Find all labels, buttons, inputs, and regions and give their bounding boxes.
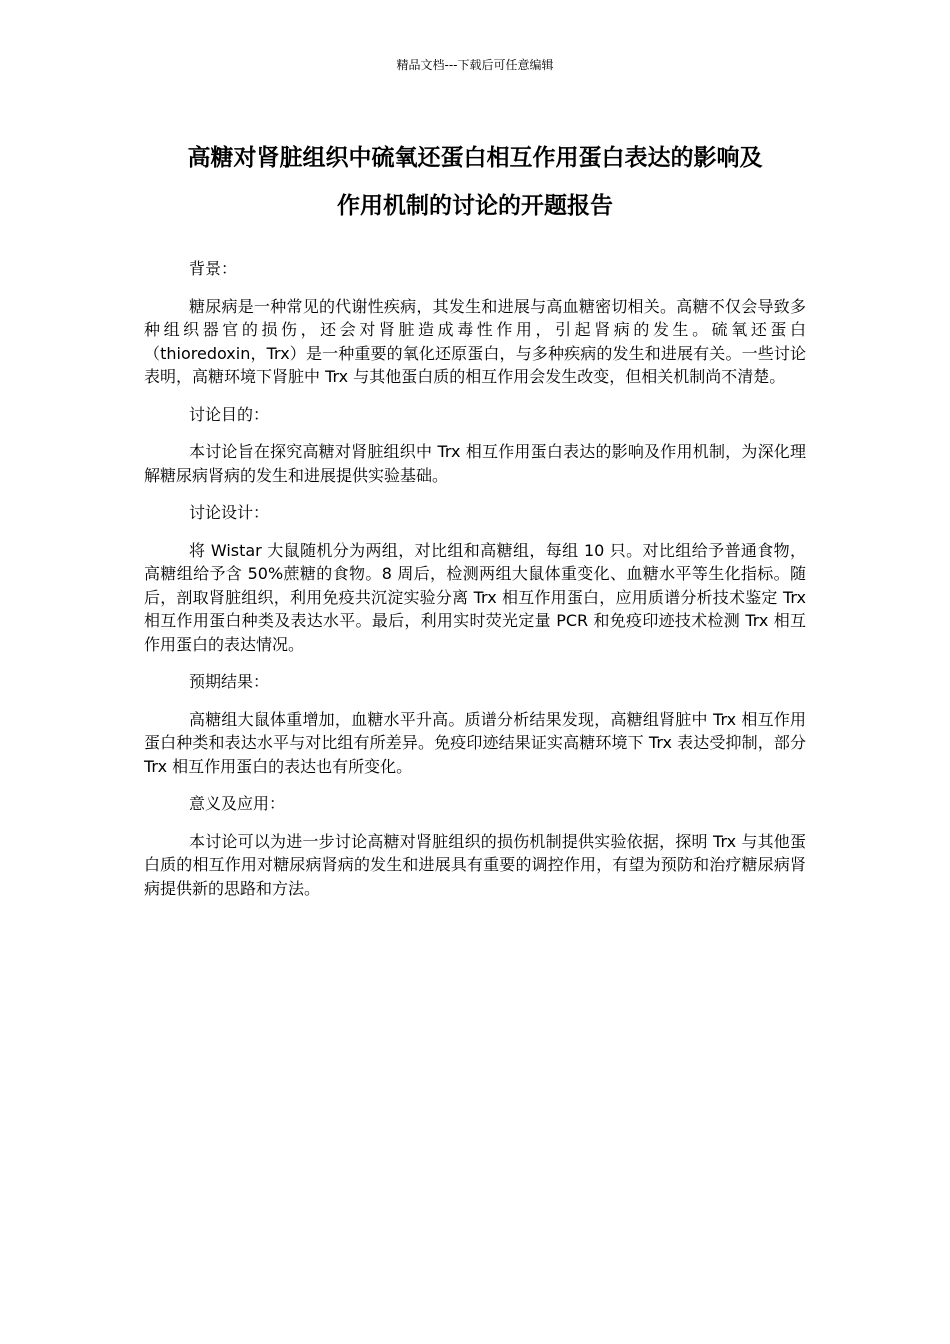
section-text-significance: 本讨论可以为进一步讨论高糖对肾脏组织的损伤机制提供实验依据，探明 Trx 与其他蛋白质的相互作用对糖尿病肾病的发生和进展具有重要的调控作用，有望为预防和治疗糖尿病肾病提供新的思路和方法。	[144, 831, 806, 898]
section-text-purpose: 本讨论旨在探究高糖对肾脏组织中 Trx 相互作用蛋白表达的影响及作用机制，为深化理解糖尿病肾病的发生和进展提供实验基础。	[144, 442, 806, 485]
title-line-2: 作用机制的讨论的开题报告	[337, 193, 613, 219]
document-title	[140, 134, 810, 230]
header-note: 精品文档---下载后可任意编辑	[396, 58, 554, 72]
section-heading-background: 背景：	[189, 259, 238, 278]
section-heading-expected-results: 预期结果：	[189, 672, 270, 691]
title-line-1: 高糖对肾脏组织中硫氧还蛋白相互作用蛋白表达的影响及	[187, 145, 763, 171]
section-heading-design: 讨论设计：	[189, 503, 270, 522]
section-heading-significance: 意义及应用：	[189, 794, 286, 813]
section-text-design: 将 Wistar 大鼠随机分为两组，对比组和高糖组，每组 10 只。对比组给予普通食物，高糖组给予含 50%蔗糖的食物。8 周后，检测两组大鼠体重变化、血糖水平等生化指标。随后，剖取肾脏组织，利用免疫共沉淀实验分离 Trx 相互作用蛋白，应用质谱分析技术鉴定 Trx 相互作用蛋白种类及表达水平。最后，利用实时荧光定量 PCR 和免疫印迹技术检测 Trx 相互作用蛋白的表达情况。	[144, 540, 806, 654]
section-text-background: 糖尿病是一种常见的代谢性疾病，其发生和进展与高血糖密切相关。高糖不仅会导致多种组织器官的损伤，还会对肾脏造成毒性作用，引起肾病的发生。硫氧还蛋白（thioredoxin，Trx）是一种重要的氧化还原蛋白，与多种疾病的发生和进展有关。一些讨论表明，高糖环境下肾脏中 Trx 与其他蛋白质的相互作用会发生改变，但相关机制尚不清楚。	[144, 296, 806, 386]
section-heading-purpose: 讨论目的：	[189, 404, 270, 424]
document-body	[144, 257, 806, 914]
section-text-expected-results: 高糖组大鼠体重增加，血糖水平升高。质谱分析结果发现，高糖组肾脏中 Trx 相互作用蛋白种类和表达水平与对比组有所差异。免疫印迹结果证实高糖环境下 Trx 表达受抑制，部分 Trx 相互作用蛋白的表达也有所变化。	[144, 709, 806, 776]
